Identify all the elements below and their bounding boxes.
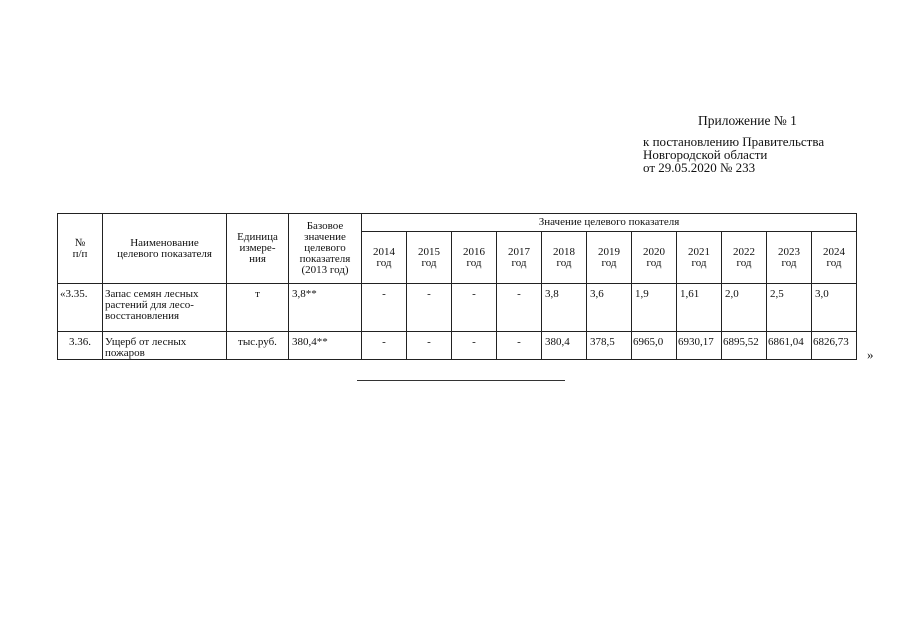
row-value-2019: 378,5 — [587, 332, 632, 360]
row-value-2015: - — [407, 284, 452, 332]
row-value-2017: - — [497, 332, 542, 360]
row-value-2021: 6930,17 — [677, 332, 722, 360]
region-line: Новгородской области — [643, 147, 768, 162]
row-name: Запас семян лесных растений для лесо-восстановления — [103, 284, 227, 332]
row-value-2020: 1,9 — [632, 284, 677, 332]
table-row — [58, 332, 857, 360]
column-header-number: № п/п — [58, 214, 103, 284]
row-value-2024: 3,0 — [812, 284, 857, 332]
date-line: от 29.05.2020 № 233 — [643, 160, 756, 175]
row-number: «3.35. — [58, 284, 103, 332]
row-number: 3.36. — [58, 332, 103, 360]
year-header-2017: 2017 год — [497, 232, 542, 284]
closing-quote: » — [867, 347, 874, 362]
row-value-2021: 1,61 — [677, 284, 722, 332]
row-value-2018: 380,4 — [542, 332, 587, 360]
row-base-value: 3,8** — [289, 284, 362, 332]
footer-divider — [357, 380, 565, 381]
year-header-2020: 2020 год — [632, 232, 677, 284]
row-value-2022: 6895,52 — [722, 332, 767, 360]
row-unit: т — [227, 284, 289, 332]
year-header-2019: 2019 год — [587, 232, 632, 284]
row-value-2018: 3,8 — [542, 284, 587, 332]
row-value-2016: - — [452, 284, 497, 332]
column-group-header: Значение целевого показателя — [362, 214, 857, 232]
row-value-2023: 6861,04 — [767, 332, 812, 360]
row-value-2015: - — [407, 332, 452, 360]
row-value-2024: 6826,73 — [812, 332, 857, 360]
row-value-2014: - — [362, 284, 407, 332]
column-header-unit: Единица измере- ния — [227, 214, 289, 284]
year-header-2014: 2014 год — [362, 232, 407, 284]
year-header-2023: 2023 год — [767, 232, 812, 284]
row-base-value: 380,4** — [289, 332, 362, 360]
row-value-2020: 6965,0 — [632, 332, 677, 360]
year-header-2018: 2018 год — [542, 232, 587, 284]
row-value-2016: - — [452, 332, 497, 360]
year-header-2022: 2022 год — [722, 232, 767, 284]
row-value-2017: - — [497, 284, 542, 332]
column-header-name: Наименование целевого показателя — [103, 214, 227, 284]
appendix-title: Приложение № 1 — [698, 113, 797, 128]
row-value-2019: 3,6 — [587, 284, 632, 332]
year-header-2021: 2021 год — [677, 232, 722, 284]
year-header-2024: 2024 год — [812, 232, 857, 284]
year-header-2015: 2015 год — [407, 232, 452, 284]
row-value-2014: - — [362, 332, 407, 360]
resolution-line: к постановлению Правительства — [643, 134, 825, 149]
row-value-2022: 2,0 — [722, 284, 767, 332]
row-value-2023: 2,5 — [767, 284, 812, 332]
year-header-2016: 2016 год — [452, 232, 497, 284]
indicators-table — [57, 213, 857, 360]
row-unit: тыс.руб. — [227, 332, 289, 360]
appendix-header — [643, 114, 883, 174]
column-header-base: Базовое значение целевого показателя (2013 год) — [289, 214, 362, 284]
table-row — [58, 284, 857, 332]
row-name: Ущерб от лесных пожаров — [103, 332, 227, 360]
